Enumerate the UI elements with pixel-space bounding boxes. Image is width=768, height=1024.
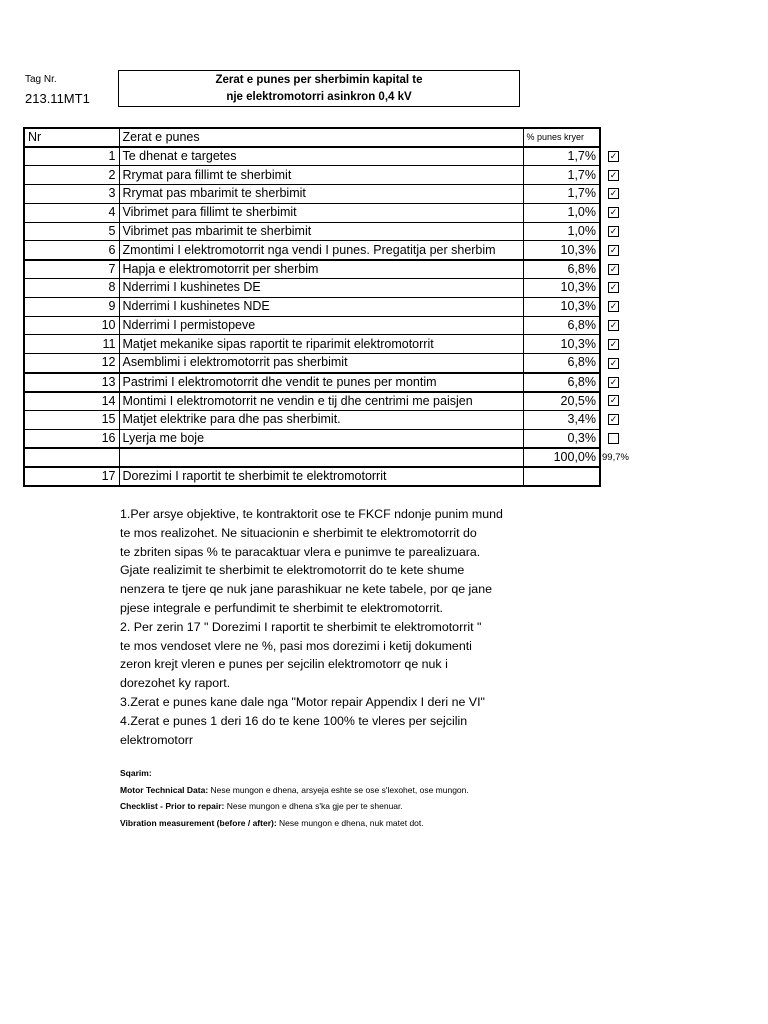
checked-checkbox-icon[interactable]: ✓ (609, 244, 618, 255)
row-desc: Te dhenat e targetes (119, 147, 523, 166)
final-row (24, 467, 600, 486)
row-nr: 13 (24, 373, 119, 392)
explanation-text: Nese mungon e dhena, arsyeja eshte se ose s'lexohet, ose mungon. (208, 784, 469, 795)
total-pct: 100,0% (523, 448, 600, 467)
table-row (24, 147, 600, 166)
checked-checkbox-icon[interactable]: ✓ (609, 169, 618, 180)
row-desc: Dorezimi I raportit te sherbimit te elektromotorrit (119, 467, 523, 486)
note-line: 3.Zerat e punes kane dale nga "Motor repair Appendix I deri ne VI" (120, 694, 485, 709)
explanation-item (120, 782, 469, 799)
row-nr: 2 (24, 166, 119, 185)
header-nr: Nr (24, 128, 119, 147)
table-row (24, 335, 600, 354)
row-nr: 11 (24, 335, 119, 354)
checked-checkbox-icon[interactable]: ✓ (609, 207, 618, 218)
row-pct: 1,0% (523, 203, 600, 222)
explanation-label: Checklist - Prior to repair: (120, 801, 225, 812)
total-desc (119, 448, 523, 467)
row-desc: Nderrimi I kushinetes DE (119, 279, 523, 298)
row-desc: Pastrimi I elektromotorrit dhe vendit te punes per montim (119, 373, 523, 392)
row-desc: Vibrimet pas mbarimit te sherbimit (119, 222, 523, 241)
row-pct: 10,3% (523, 241, 600, 260)
row-pct: 6,8% (523, 260, 600, 279)
table-row (24, 392, 600, 411)
row-desc: Vibrimet para fillimt te sherbimit (119, 203, 523, 222)
explanation-block (120, 765, 469, 832)
table-row (24, 373, 600, 392)
explanation-heading: Sqarim: (120, 768, 152, 778)
explanation-item (120, 798, 469, 815)
title-line-2: nje elektromotorri asinkron 0,4 kV (226, 90, 412, 103)
checked-checkbox-icon[interactable]: ✓ (609, 414, 618, 425)
row-desc: Zmontimi I elektromotorrit nga vendi I punes. Pregatitja per sherbim (119, 241, 523, 260)
row-pct: 6,8% (523, 354, 600, 373)
checked-checkbox-icon[interactable]: ✓ (609, 320, 618, 331)
row-pct: 1,7% (523, 185, 600, 204)
checked-checkbox-icon[interactable]: ✓ (609, 357, 618, 368)
note-line: 4.Zerat e punes 1 deri 16 do te kene 100% te vleres per sejcilin (120, 713, 468, 728)
checked-checkbox-icon[interactable]: ✓ (609, 282, 618, 293)
row-desc: Montimi I elektromotorrit ne vendin e tij dhe centrimi me paisjen (119, 392, 523, 411)
note-line: nenzera te tjere qe nuk jane parashikuar ne kete tabele, por qe jane (120, 582, 492, 597)
document-title (118, 70, 520, 107)
note-line: te zbriten sipas % te paracaktuar vlera e punimve te parealizuara. (120, 544, 481, 559)
title-line-1: Zerat e punes per sherbimin kapital te (215, 73, 423, 86)
row-desc: Nderrimi I kushinetes NDE (119, 297, 523, 316)
row-nr: 4 (24, 203, 119, 222)
table-row (24, 316, 600, 335)
explanation-text: Nese mungon e dhena s'ka gje per te shenuar. (224, 801, 403, 812)
row-nr: 14 (24, 392, 119, 411)
row-pct: 1,0% (523, 222, 600, 241)
explanation-label: Vibration measurement (before / after): (120, 818, 277, 829)
note-line: zeron krejt vleren e punes per sejcilin elektromotorr qe nuk i (120, 657, 448, 672)
note-line: 1.Per arsye objektive, te kontraktorit ose te FKCF ndonje punim mund (120, 507, 503, 521)
checked-total: 99,7% (602, 452, 629, 463)
row-desc: Asemblimi i elektromotorrit pas sherbimit (119, 354, 523, 373)
row-nr: 17 (24, 467, 119, 486)
row-pct: 3,4% (523, 410, 600, 429)
total-row (24, 448, 600, 467)
row-desc: Hapja e elektromotorrit per sherbim (119, 260, 523, 279)
note-line: dorezohet ky raport. (120, 676, 231, 691)
note-line: 2. Per zerin 17 " Dorezimi I raportit te sherbimit te elektromotorrit " (120, 619, 482, 634)
row-nr: 3 (24, 185, 119, 204)
table-row (24, 166, 600, 185)
table-row (24, 297, 600, 316)
row-desc: Nderrimi I permistopeve (119, 316, 523, 335)
checked-checkbox-icon[interactable]: ✓ (609, 263, 618, 274)
table-row (24, 222, 600, 241)
row-pct (523, 467, 600, 486)
note-line: elektromotorr (120, 732, 193, 747)
checked-checkbox-icon[interactable]: ✓ (609, 226, 618, 237)
note-line: Gjate realizimit te sherbimit te elektromotorrit do te kete shume (120, 563, 465, 578)
checked-checkbox-icon[interactable]: ✓ (609, 150, 618, 161)
row-pct: 0,3% (523, 429, 600, 448)
table-row (24, 203, 600, 222)
row-nr: 15 (24, 410, 119, 429)
row-nr: 10 (24, 316, 119, 335)
note-line: pjese integrale e perfundimit te sherbimit te elektromotorrit. (120, 600, 443, 615)
tag-label: Tag Nr. (25, 74, 57, 85)
header-pct: % punes kryer (523, 128, 600, 147)
table-row (24, 410, 600, 429)
checked-checkbox-icon[interactable]: ✓ (609, 188, 618, 199)
row-nr: 5 (24, 222, 119, 241)
table-row (24, 354, 600, 373)
header-desc: Zerat e punes (119, 128, 523, 147)
row-nr: 1 (24, 147, 119, 166)
tag-value: 213.11MT1 (25, 91, 90, 106)
row-desc: Matjet mekanike sipas raportit te riparimit elektromotorrit (119, 335, 523, 354)
row-pct: 10,3% (523, 297, 600, 316)
row-desc: Rrymat para fillimt te sherbimit (119, 166, 523, 185)
table-row (24, 429, 600, 448)
table-row (24, 185, 600, 204)
checked-checkbox-icon[interactable]: ✓ (609, 301, 618, 312)
row-nr: 6 (24, 241, 119, 260)
row-pct: 6,8% (523, 373, 600, 392)
row-pct: 10,3% (523, 335, 600, 354)
row-pct: 10,3% (523, 279, 600, 298)
explanation-label: Motor Technical Data: (120, 784, 209, 795)
table-row (24, 279, 600, 298)
checked-checkbox-icon[interactable]: ✓ (609, 376, 618, 387)
total-nr (24, 448, 119, 467)
row-nr: 9 (24, 297, 119, 316)
checked-checkbox-icon[interactable]: ✓ (609, 338, 618, 349)
note-line: te mos realizohet. Ne situacionin e sherbimit te elektromotorrit do (120, 525, 477, 540)
note-line: te mos vendoset vlere ne %, pasi mos dorezimi i ketij dokumenti (120, 638, 472, 653)
explanation-text: Nese mungon e dhena, nuk matet dot. (276, 818, 424, 829)
table-row (24, 241, 600, 260)
row-desc: Matjet elektrike para dhe pas sherbimit. (119, 410, 523, 429)
row-nr: 8 (24, 279, 119, 298)
row-pct: 1,7% (523, 166, 600, 185)
row-desc: Lyerja me boje (119, 429, 523, 448)
row-desc: Rrymat pas mbarimit te sherbimit (119, 185, 523, 204)
work-items-table (23, 127, 601, 487)
checked-checkbox-icon[interactable]: ✓ (609, 395, 618, 406)
explanation-item (120, 815, 469, 832)
row-pct: 6,8% (523, 316, 600, 335)
row-pct: 1,7% (523, 147, 600, 166)
row-nr: 7 (24, 260, 119, 279)
table-row (24, 260, 600, 279)
unchecked-checkbox-icon[interactable] (608, 433, 619, 444)
table-header-row (24, 128, 600, 147)
row-nr: 16 (24, 429, 119, 448)
notes-block (120, 505, 540, 749)
row-pct: 20,5% (523, 392, 600, 411)
row-nr: 12 (24, 354, 119, 373)
